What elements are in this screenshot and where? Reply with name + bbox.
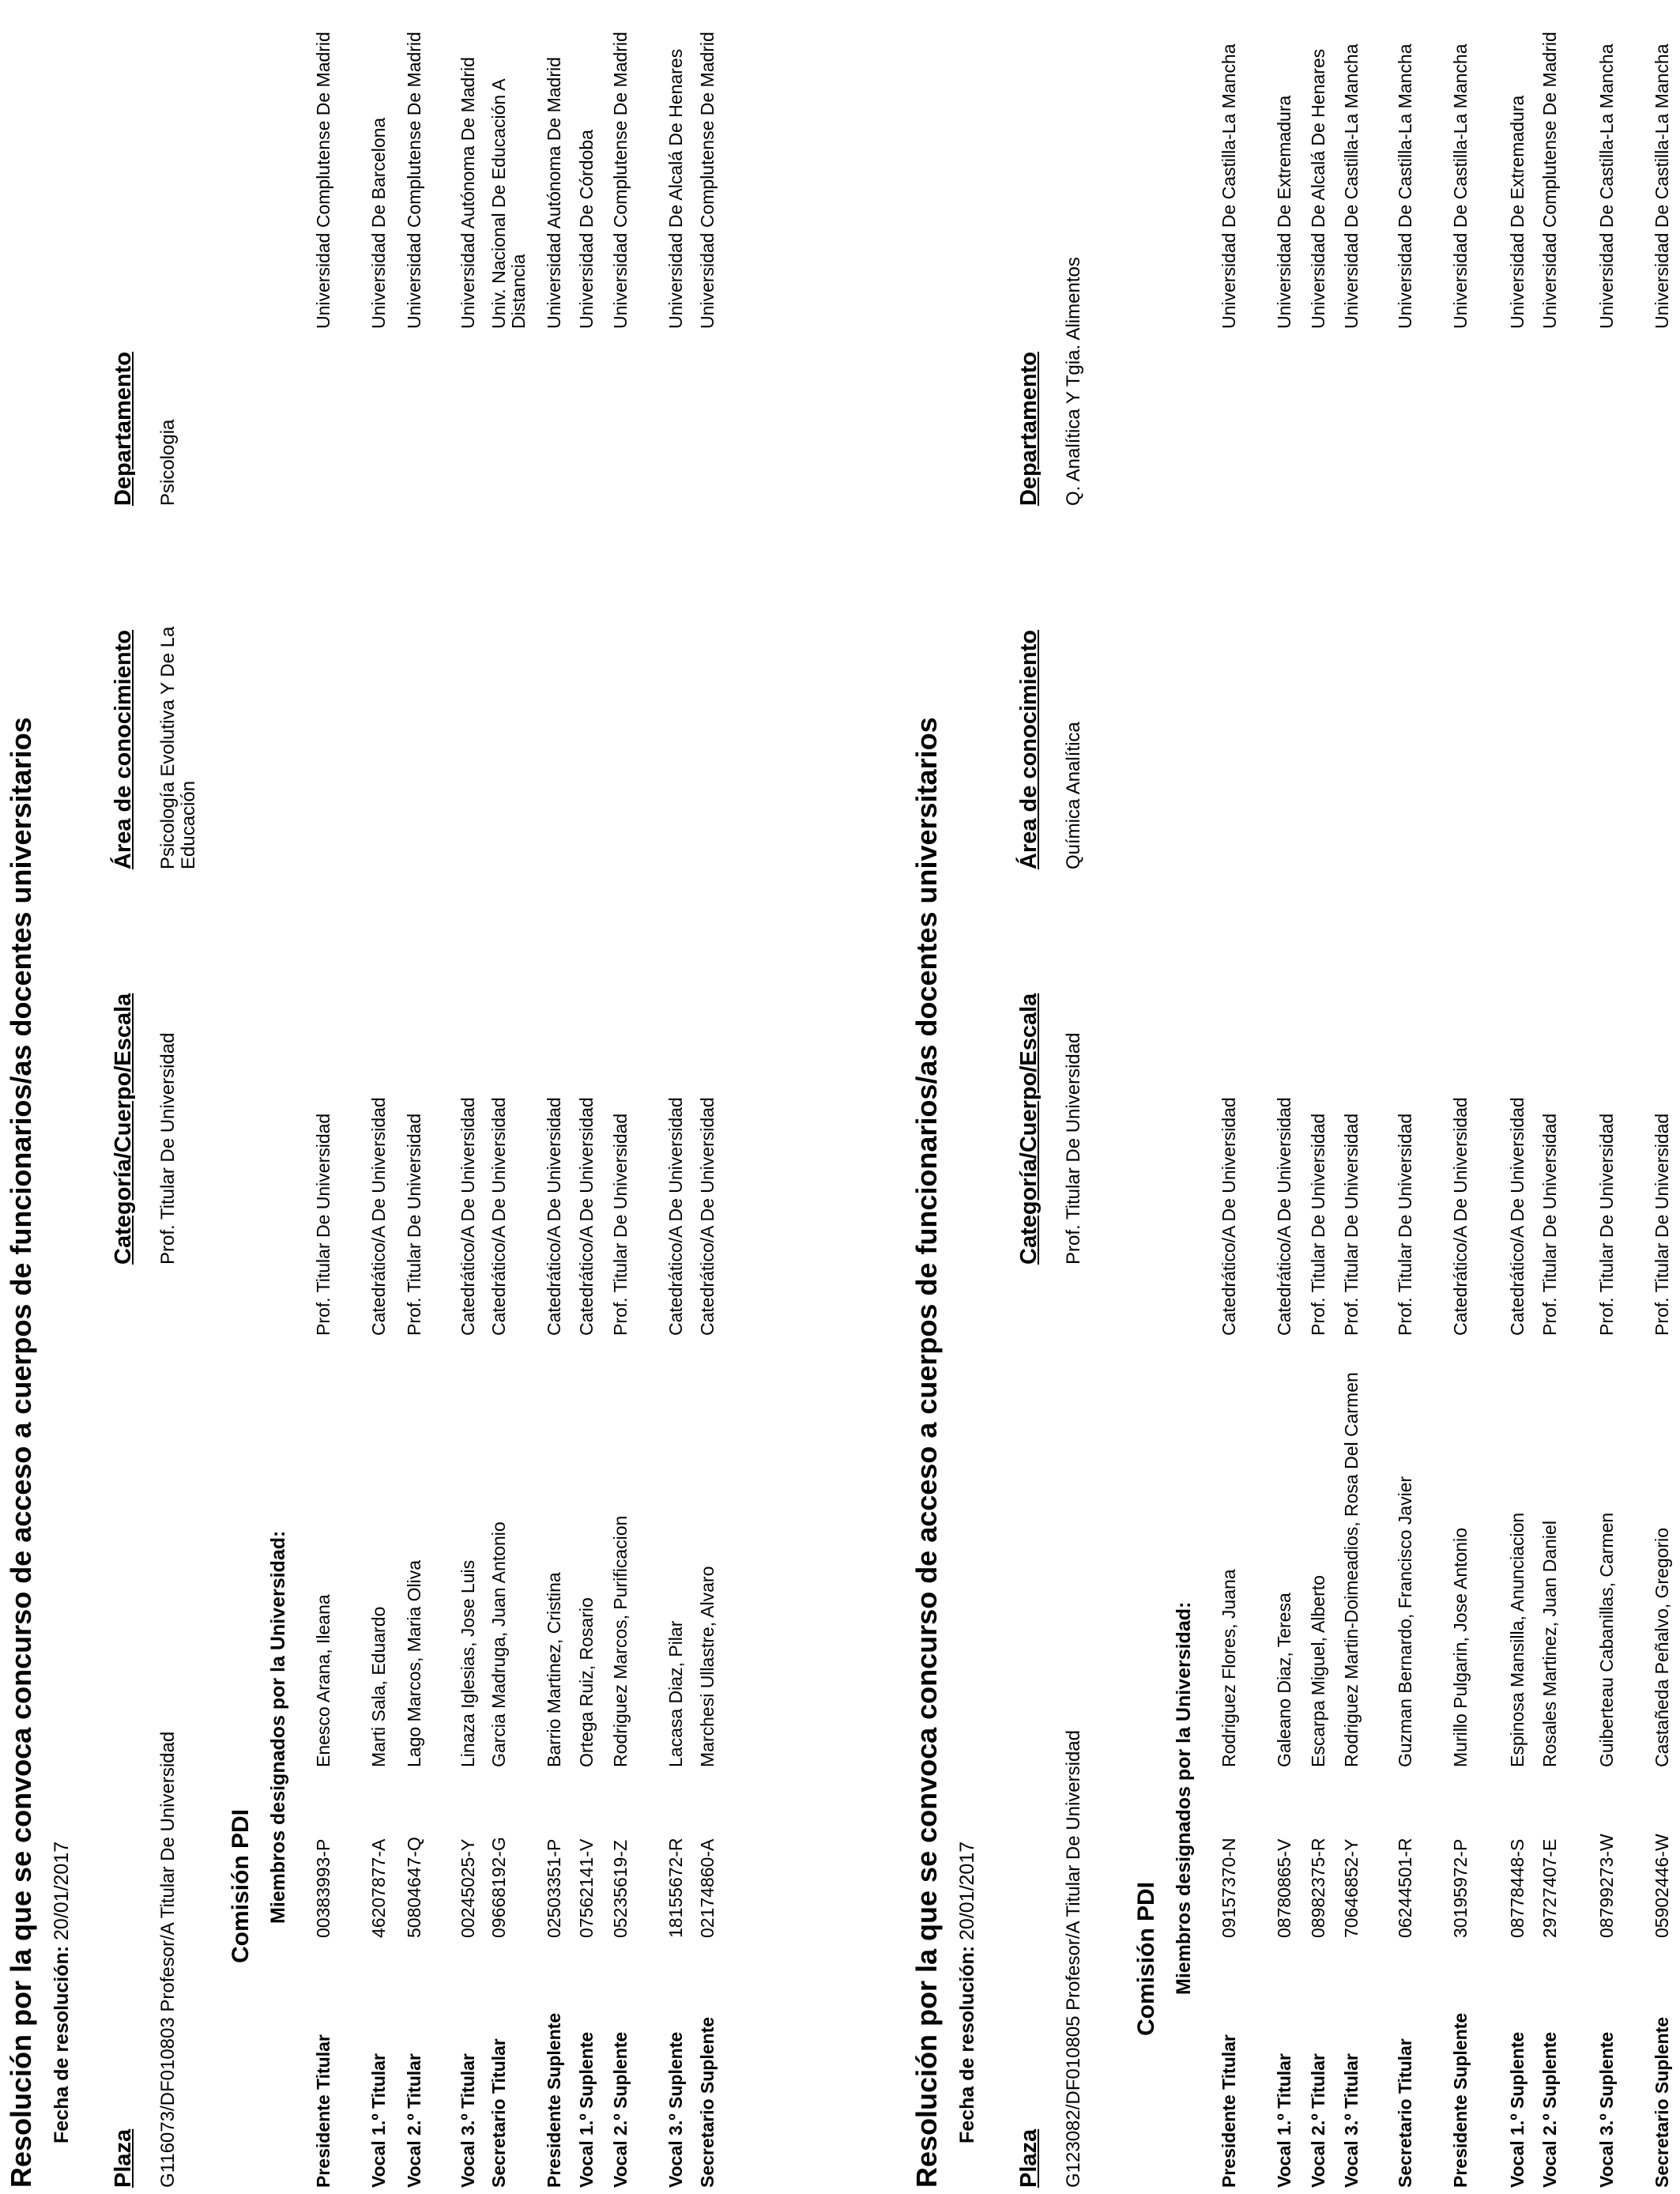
member-dni: 50804647-Q: [404, 1837, 424, 1938]
member-dni: 09668192-G: [488, 1837, 509, 1938]
member-university: Universidad De Extremadura: [1507, 95, 1527, 329]
member-dni: 08982375-R: [1308, 1838, 1328, 1938]
member-name: Rosales Martinez, Juan Daniel: [1539, 1521, 1560, 1767]
member-name: Murillo Pulgarin, Jose Antonio: [1450, 1528, 1471, 1767]
member-dni: 30195972-P: [1450, 1838, 1471, 1938]
header-area: Área de conocimiento: [1016, 630, 1042, 869]
member-role: Presidente Titular: [1219, 2034, 1239, 2188]
member-dni: 08799273-W: [1596, 1834, 1617, 1938]
member-university: Universidad Autónoma De Madrid: [544, 57, 564, 329]
member-dni: 09157370-N: [1219, 1838, 1239, 1938]
member-role: Vocal 2.º Suplente: [1539, 2031, 1560, 2188]
member-role: Vocal 1.º Titular: [368, 2053, 389, 2188]
header-plaza: Plaza: [111, 2128, 136, 2188]
departamento-value: Q. Analítica Y Tgia. Alimentos: [1063, 257, 1084, 506]
date-value: 20/01/2017: [956, 1841, 978, 1940]
resolution-date: [956, 1842, 979, 2143]
member-name: Castañeda Peñalvo, Gregorio: [1652, 1527, 1672, 1767]
member-category: Prof. Titular De Universidad: [313, 1113, 333, 1336]
member-category: Prof. Titular De Universidad: [1596, 1113, 1617, 1336]
member-category: Catedrático/A De Universidad: [697, 1097, 718, 1336]
member-category: Catedrático/A De Universidad: [488, 1097, 509, 1336]
member-row: [1540, 0, 1583, 2194]
member-dni: 70646852-Y: [1341, 1838, 1362, 1938]
categoria-value: Prof. Titular De Universidad: [157, 1032, 179, 1265]
member-role: Presidente Suplente: [544, 2012, 564, 2188]
member-row: [489, 0, 532, 2194]
member-dni: 05902446-W: [1652, 1834, 1672, 1938]
member-dni: 07562141-V: [576, 1838, 597, 1938]
member-university: Universidad Complutense De Madrid: [697, 32, 718, 329]
member-dni: 18155672-R: [665, 1838, 686, 1938]
header-departamento: Departamento: [1016, 352, 1042, 506]
comision-title: Comisión PDI: [1133, 1881, 1159, 2036]
member-name: Marchesi Ullastre, Alvaro: [697, 1566, 718, 1767]
member-name: Rodriguez Marcos, Purificacion: [610, 1515, 631, 1767]
member-name: Rodriguez Flores, Juana: [1219, 1569, 1239, 1767]
member-university: Universidad De Castilla-La Mancha: [1450, 43, 1471, 329]
member-row: [611, 0, 654, 2194]
miembros-title: Miembros designados por la Universidad:: [1173, 1601, 1195, 1995]
member-university: Universidad De Castilla-La Mancha: [1341, 43, 1362, 329]
departamento-value: Psicologia: [157, 419, 179, 506]
member-dni: 29727407-E: [1539, 1838, 1560, 1938]
comision-title: Comisión PDI: [228, 1808, 254, 1963]
member-name: Guiberteau Cabanillas, Carmen: [1596, 1512, 1617, 1767]
resolution-block: [906, 0, 1680, 2194]
header-categoria: Categoría/Cuerpo/Escala: [1016, 993, 1042, 1265]
member-role: Secretario Suplente: [697, 2016, 718, 2188]
member-category: Catedrático/A De Universidad: [1274, 1097, 1294, 1336]
resolution-title: Resolución por la que se convoca concurso de acceso a cuerpos de funcionarios/as docentes universitarios: [910, 717, 943, 2188]
area-value: Química Analítica: [1063, 722, 1084, 869]
header-departamento: Departamento: [111, 352, 136, 506]
member-university: Universidad De Extremadura: [1274, 95, 1294, 329]
member-university: Universidad Complutense De Madrid: [404, 32, 424, 329]
member-university: Universidad De Castilla-La Mancha: [1652, 43, 1672, 329]
member-name: Lago Marcos, Maria Oliva: [404, 1559, 424, 1767]
member-row: [1597, 0, 1640, 2194]
member-university: Universidad Complutense De Madrid: [1539, 32, 1560, 329]
member-category: Prof. Titular De Universidad: [1341, 1113, 1362, 1336]
member-dni: 08778448-S: [1507, 1838, 1527, 1938]
member-university: Universidad Complutense De Madrid: [313, 32, 333, 329]
member-name: Rodriguez Martin-Doimeadios, Rosa Del Carmen: [1341, 1372, 1362, 1767]
member-dni: 00383993-P: [313, 1838, 333, 1938]
resolution-date: [51, 1842, 73, 2143]
member-row: [698, 0, 740, 2194]
area-value: Psicología Evolutiva Y De La Educación: [157, 626, 199, 869]
miembros-title: Miembros designados por la Universidad:: [267, 1530, 289, 1924]
member-category: Catedrático/A De Universidad: [665, 1097, 686, 1336]
member-role: Vocal 2.º Titular: [404, 2053, 424, 2188]
member-row: [1219, 0, 1262, 2194]
date-value: 20/01/2017: [51, 1841, 73, 1940]
member-university: Universidad De Alcalá De Henares: [1308, 48, 1328, 329]
member-university: Universidad De Castilla-La Mancha: [1219, 43, 1239, 329]
member-name: Linaza Iglesias, Jose Luis: [458, 1559, 478, 1767]
member-name: Escarpa Miguel, Alberto: [1308, 1575, 1328, 1767]
member-category: Prof. Titular De Universidad: [1308, 1113, 1328, 1336]
member-university: Univ. Nacional De Educación A Distancia: [488, 79, 529, 329]
member-role: Vocal 3.º Suplente: [665, 2031, 686, 2188]
member-university: Universidad Autónoma De Madrid: [458, 57, 478, 329]
member-name: Enesco Arana, Ileana: [313, 1594, 333, 1767]
member-role: Presidente Titular: [313, 2034, 333, 2188]
member-row: [405, 0, 447, 2194]
member-role: Presidente Suplente: [1450, 2012, 1471, 2188]
header-area: Área de conocimiento: [111, 630, 136, 869]
member-university: Universidad De Castilla-La Mancha: [1395, 43, 1415, 329]
member-university: Universidad De Castilla-La Mancha: [1596, 43, 1617, 329]
member-dni: 46207877-A: [368, 1838, 389, 1938]
member-row: [1652, 0, 1680, 2194]
member-category: Catedrático/A De Universidad: [458, 1097, 478, 1336]
member-name: Guzman Bernardo, Francisco Javier: [1395, 1476, 1415, 1767]
member-dni: 02174860-A: [697, 1838, 718, 1938]
member-category: Catedrático/A De Universidad: [576, 1097, 597, 1336]
member-name: Espinosa Mansilla, Anunciacion: [1507, 1512, 1527, 1767]
member-role: Secretario Suplente: [1652, 2016, 1672, 2188]
member-category: Catedrático/A De Universidad: [1450, 1097, 1471, 1336]
member-dni: 06244501-R: [1395, 1838, 1415, 1938]
header-plaza: Plaza: [1016, 2128, 1042, 2188]
member-role: Vocal 3.º Suplente: [1596, 2031, 1617, 2188]
member-role: Vocal 1.º Titular: [1274, 2053, 1294, 2188]
member-name: Garcia Madruga, Juan Antonio: [488, 1521, 509, 1767]
member-role: Secretario Titular: [488, 2038, 509, 2188]
member-category: Prof. Titular De Universidad: [404, 1113, 424, 1336]
member-category: Catedrático/A De Universidad: [544, 1097, 564, 1336]
member-role: Vocal 1.º Suplente: [576, 2031, 597, 2188]
date-label: Fecha de resolución:: [956, 1945, 978, 2143]
member-category: Prof. Titular De Universidad: [1652, 1113, 1672, 1336]
plaza-value: G123082/DF010805 Profesor/A Titular De Universidad: [1063, 1730, 1084, 2188]
header-categoria: Categoría/Cuerpo/Escala: [111, 993, 136, 1265]
member-role: Vocal 1.º Suplente: [1507, 2031, 1527, 2188]
member-name: Ortega Ruiz, Rosario: [576, 1597, 597, 1767]
member-category: Prof. Titular De Universidad: [1395, 1113, 1415, 1336]
member-university: Universidad De Alcalá De Henares: [665, 48, 686, 329]
member-name: Barrio Martinez, Cristina: [544, 1572, 564, 1767]
member-role: Vocal 2.º Suplente: [610, 2031, 631, 2188]
member-category: Prof. Titular De Universidad: [610, 1113, 631, 1336]
member-role: Vocal 3.º Titular: [1341, 2053, 1362, 2188]
plaza-value: G116073/DF010803 Profesor/A Titular De Universidad: [157, 1731, 179, 2188]
member-role: Vocal 3.º Titular: [458, 2053, 478, 2188]
resolution-title: Resolución por la que se convoca concurso de acceso a cuerpos de funcionarios/as docentes universitarios: [5, 717, 37, 2188]
member-university: Universidad De Córdoba: [576, 130, 597, 329]
member-category: Catedrático/A De Universidad: [1507, 1097, 1527, 1336]
member-university: Universidad De Barcelona: [368, 117, 389, 329]
member-row: [1342, 0, 1384, 2194]
member-category: Catedrático/A De Universidad: [1219, 1097, 1239, 1336]
member-dni: 02503351-P: [544, 1838, 564, 1938]
member-category: Prof. Titular De Universidad: [1539, 1113, 1560, 1336]
member-dni: 05235619-Z: [610, 1839, 631, 1938]
date-label: Fecha de resolución:: [51, 1945, 73, 2143]
member-name: Galeano Diaz, Teresa: [1274, 1593, 1294, 1767]
member-category: Catedrático/A De Universidad: [368, 1097, 389, 1336]
member-row: [1396, 0, 1438, 2194]
member-role: Vocal 2.º Titular: [1308, 2053, 1328, 2188]
member-name: Marti Sala, Eduardo: [368, 1606, 389, 1767]
member-university: Universidad Complutense De Madrid: [610, 32, 631, 329]
member-dni: 00245025-Y: [458, 1838, 478, 1938]
member-role: Secretario Titular: [1395, 2038, 1415, 2188]
member-row: [1451, 0, 1494, 2194]
categoria-value: Prof. Titular De Universidad: [1063, 1032, 1084, 1265]
member-name: Lacasa Diaz, Pilar: [665, 1620, 686, 1767]
member-row: [314, 0, 356, 2194]
member-dni: 08780865-V: [1274, 1838, 1294, 1938]
